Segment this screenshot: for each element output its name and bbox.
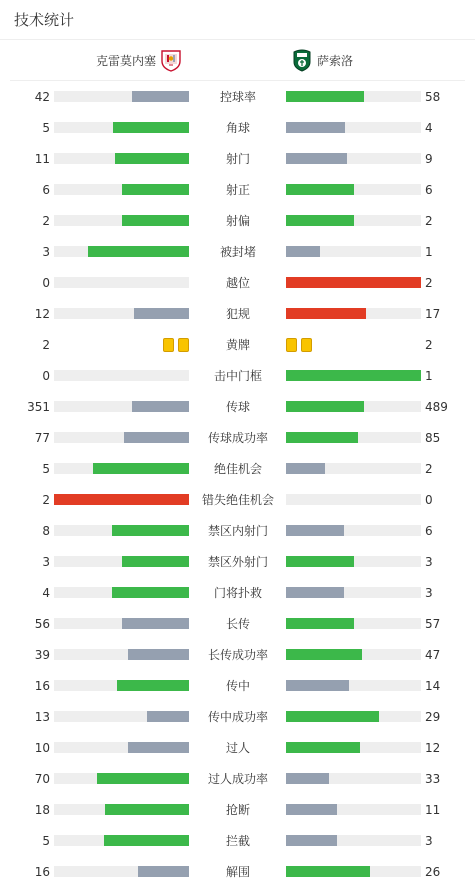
away-stat-bar-fill xyxy=(286,618,354,629)
stat-row xyxy=(0,237,475,268)
away-stat-bar-track xyxy=(286,618,421,629)
yellow-card-icon xyxy=(163,338,174,352)
home-stat-bar-fill xyxy=(97,773,189,784)
stat-label: 传球 xyxy=(225,400,250,414)
away-stat-bar-track xyxy=(286,494,421,505)
stat-row xyxy=(0,671,475,702)
away-stat-value: 3 xyxy=(425,834,433,848)
away-stat-bar-track xyxy=(286,91,421,102)
stat-label: 抢断 xyxy=(225,803,250,817)
home-stat-bar-fill xyxy=(54,494,189,505)
away-stat-value: 4 xyxy=(425,121,433,135)
home-stat-bar-track xyxy=(54,246,189,257)
home-stat-value: 77 xyxy=(34,431,50,445)
home-stat-value: 0 xyxy=(42,369,50,383)
home-stat-bar-fill xyxy=(113,122,189,133)
away-stat-value: 26 xyxy=(425,865,441,879)
home-stat-value: 10 xyxy=(34,741,50,755)
stat-row xyxy=(0,640,475,671)
page-header xyxy=(0,0,475,40)
home-stat-value: 56 xyxy=(34,617,50,631)
yellow-card-icon xyxy=(301,338,312,352)
away-stat-bar-fill xyxy=(286,184,354,195)
home-stat-bar-track xyxy=(54,184,189,195)
home-stat-bar-track xyxy=(54,556,189,567)
stat-label: 射偏 xyxy=(225,214,250,228)
stat-row xyxy=(0,330,475,361)
away-stat-bar-track xyxy=(286,866,421,877)
stat-row xyxy=(0,578,475,609)
stat-row xyxy=(0,764,475,795)
home-stat-bar-track xyxy=(54,370,189,381)
away-stat-value: 11 xyxy=(425,803,441,817)
stat-row xyxy=(0,392,475,423)
home-stat-bar-fill xyxy=(115,153,189,164)
away-stat-value: 489 xyxy=(425,400,448,414)
away-stat-bar-track xyxy=(286,122,421,133)
home-stat-value: 6 xyxy=(42,183,50,197)
away-stat-bar-fill xyxy=(286,587,344,598)
away-stat-bar-track xyxy=(286,556,421,567)
home-stat-bar-track xyxy=(54,122,189,133)
away-stat-value: 9 xyxy=(425,152,433,166)
stats-list xyxy=(0,82,475,888)
home-stat-bar-track xyxy=(54,680,189,691)
home-stat-value: 16 xyxy=(34,865,50,879)
away-team-name: 萨索洛 xyxy=(317,53,354,68)
away-stat-value: 6 xyxy=(425,183,433,197)
away-stat-value: 29 xyxy=(425,710,441,724)
stat-label: 射正 xyxy=(225,183,250,197)
away-stat-value: 47 xyxy=(425,648,441,662)
stat-label: 传中成功率 xyxy=(207,710,268,724)
home-stat-bar-fill xyxy=(105,804,189,815)
home-stat-bar-fill xyxy=(112,525,189,536)
home-stat-bar-track xyxy=(54,525,189,536)
away-stat-bar-track xyxy=(286,773,421,784)
cremonese-crest-icon xyxy=(160,48,182,72)
home-stat-bar-track xyxy=(54,711,189,722)
home-stat-value: 2 xyxy=(42,493,50,507)
home-stat-value: 3 xyxy=(42,245,50,259)
home-stat-bar-track xyxy=(54,773,189,784)
home-stat-bar-fill xyxy=(93,463,189,474)
home-stat-value: 39 xyxy=(34,648,50,662)
stat-row xyxy=(0,82,475,113)
home-stat-value: 5 xyxy=(42,834,50,848)
away-stat-value: 2 xyxy=(425,338,433,352)
home-team[interactable] xyxy=(96,40,182,80)
away-stat-value: 2 xyxy=(425,214,433,228)
away-stat-bar-track xyxy=(286,649,421,660)
away-stat-value: 12 xyxy=(425,741,441,755)
teams-header xyxy=(10,40,465,81)
away-stat-bar-fill xyxy=(286,680,349,691)
home-stat-bar-fill xyxy=(132,401,189,412)
home-stat-value: 2 xyxy=(42,338,50,352)
home-stat-value: 5 xyxy=(42,121,50,135)
home-yellow-cards xyxy=(163,338,189,352)
stat-row xyxy=(0,361,475,392)
away-stat-bar-fill xyxy=(286,835,337,846)
away-stat-bar-fill xyxy=(286,649,362,660)
home-stat-bar-track xyxy=(54,215,189,226)
stat-row xyxy=(0,113,475,144)
stat-row xyxy=(0,826,475,857)
home-stat-bar-track xyxy=(54,463,189,474)
stat-label: 角球 xyxy=(225,121,250,135)
away-stat-bar-fill xyxy=(286,277,421,288)
away-stat-bar-track xyxy=(286,432,421,443)
stat-label: 门将扑救 xyxy=(213,586,262,600)
home-stat-bar-track xyxy=(54,804,189,815)
stat-row xyxy=(0,299,475,330)
stat-row xyxy=(0,454,475,485)
home-stat-bar-fill xyxy=(147,711,189,722)
home-stat-bar-fill xyxy=(138,866,189,877)
away-stat-value: 58 xyxy=(425,90,441,104)
home-stat-bar-fill xyxy=(124,432,189,443)
away-stat-bar-fill xyxy=(286,773,329,784)
away-stat-value: 3 xyxy=(425,586,433,600)
away-stat-bar-track xyxy=(286,742,421,753)
home-stat-bar-fill xyxy=(117,680,189,691)
stat-row xyxy=(0,175,475,206)
away-stat-value: 6 xyxy=(425,524,433,538)
stat-label: 过人成功率 xyxy=(207,772,268,786)
home-stat-bar-track xyxy=(54,91,189,102)
home-stat-value: 5 xyxy=(42,462,50,476)
home-stat-bar-fill xyxy=(122,215,190,226)
away-stat-bar-fill xyxy=(286,401,364,412)
away-stat-bar-fill xyxy=(286,463,325,474)
stat-row xyxy=(0,144,475,175)
away-team[interactable] xyxy=(291,40,353,80)
home-stat-bar-fill xyxy=(122,184,190,195)
home-stat-bar-fill xyxy=(122,618,190,629)
away-stat-bar-track xyxy=(286,835,421,846)
away-stat-value: 14 xyxy=(425,679,441,693)
stat-label: 过人 xyxy=(225,741,250,755)
away-stat-bar-track xyxy=(286,184,421,195)
away-stat-bar-track xyxy=(286,246,421,257)
home-stat-value: 18 xyxy=(34,803,50,817)
away-stat-value: 33 xyxy=(425,772,441,786)
stat-label: 传中 xyxy=(225,679,250,693)
page-title: 技术统计 xyxy=(14,11,75,29)
away-stat-bar-fill xyxy=(286,246,320,257)
home-stat-bar-fill xyxy=(88,246,189,257)
stat-row xyxy=(0,857,475,888)
stat-label: 长传 xyxy=(225,617,250,631)
home-stat-bar-fill xyxy=(112,587,189,598)
stat-row xyxy=(0,547,475,578)
away-stat-value: 85 xyxy=(425,431,441,445)
stat-row xyxy=(0,516,475,547)
stat-label: 击中门框 xyxy=(213,369,262,383)
stat-label: 越位 xyxy=(225,276,250,290)
stat-row xyxy=(0,795,475,826)
stat-row xyxy=(0,268,475,299)
stat-label: 黄牌 xyxy=(225,338,250,352)
away-stat-value: 1 xyxy=(425,369,433,383)
stat-row xyxy=(0,485,475,516)
yellow-card-icon xyxy=(178,338,189,352)
away-stat-bar-fill xyxy=(286,91,364,102)
away-stat-bar-fill xyxy=(286,866,370,877)
home-stat-bar-track xyxy=(54,742,189,753)
home-stat-bar-fill xyxy=(104,835,189,846)
away-stat-bar-fill xyxy=(286,711,379,722)
stat-row xyxy=(0,206,475,237)
stat-row xyxy=(0,609,475,640)
home-stat-value: 351 xyxy=(27,400,50,414)
away-stat-value: 1 xyxy=(425,245,433,259)
stat-row xyxy=(0,733,475,764)
home-stat-bar-fill xyxy=(122,556,190,567)
stat-label: 控球率 xyxy=(219,90,256,104)
home-stat-bar-track xyxy=(54,618,189,629)
away-stat-bar-track xyxy=(286,277,421,288)
home-stat-value: 16 xyxy=(34,679,50,693)
stat-label: 传球成功率 xyxy=(207,431,268,445)
home-stat-bar-track xyxy=(54,153,189,164)
home-stat-bar-track xyxy=(54,432,189,443)
home-stat-value: 13 xyxy=(34,710,50,724)
away-stat-bar-track xyxy=(286,680,421,691)
home-stat-value: 70 xyxy=(34,772,50,786)
stat-label: 拦截 xyxy=(225,834,250,848)
away-stat-bar-fill xyxy=(286,122,345,133)
away-stat-bar-fill xyxy=(286,742,360,753)
away-stat-bar-fill xyxy=(286,370,421,381)
away-stat-value: 2 xyxy=(425,462,433,476)
away-stat-bar-fill xyxy=(286,215,354,226)
away-stat-value: 17 xyxy=(425,307,441,321)
away-stat-bar-track xyxy=(286,370,421,381)
home-stat-bar-fill xyxy=(132,91,189,102)
away-stat-bar-fill xyxy=(286,525,344,536)
home-stat-value: 4 xyxy=(42,586,50,600)
stat-label: 禁区外射门 xyxy=(207,555,268,569)
stat-label: 犯规 xyxy=(225,307,250,321)
home-stat-value: 0 xyxy=(42,276,50,290)
home-stat-value: 2 xyxy=(42,214,50,228)
away-stat-value: 57 xyxy=(425,617,441,631)
away-stat-bar-track xyxy=(286,525,421,536)
home-stat-value: 42 xyxy=(34,90,50,104)
home-stat-bar-track xyxy=(54,401,189,412)
home-stat-value: 12 xyxy=(34,307,50,321)
away-stat-value: 3 xyxy=(425,555,433,569)
away-stat-bar-fill xyxy=(286,153,347,164)
away-stat-value: 2 xyxy=(425,276,433,290)
home-stat-value: 3 xyxy=(42,555,50,569)
away-stat-bar-fill xyxy=(286,432,358,443)
away-stat-bar-track xyxy=(286,711,421,722)
sassuolo-crest-icon xyxy=(291,48,313,72)
home-stat-bar-fill xyxy=(134,308,189,319)
stat-label: 绝佳机会 xyxy=(213,462,262,476)
stat-label: 射门 xyxy=(225,152,250,166)
stat-row xyxy=(0,702,475,733)
home-stat-value: 8 xyxy=(42,524,50,538)
away-stat-bar-track xyxy=(286,308,421,319)
home-stat-value: 11 xyxy=(34,152,50,166)
stat-label: 长传成功率 xyxy=(207,648,268,662)
away-stat-bar-fill xyxy=(286,308,366,319)
stat-label: 错失绝佳机会 xyxy=(201,493,274,507)
away-stat-bar-fill xyxy=(286,556,354,567)
home-stat-bar-track xyxy=(54,277,189,288)
away-stat-bar-track xyxy=(286,401,421,412)
away-stat-bar-track xyxy=(286,804,421,815)
away-stat-bar-track xyxy=(286,153,421,164)
away-stat-bar-track xyxy=(286,215,421,226)
stat-label: 解围 xyxy=(225,865,250,879)
away-stat-value: 0 xyxy=(425,493,433,507)
away-yellow-cards xyxy=(286,338,312,352)
home-stat-bar-track xyxy=(54,835,189,846)
home-stat-bar-track xyxy=(54,494,189,505)
home-stat-bar-track xyxy=(54,866,189,877)
stat-label: 被封堵 xyxy=(219,245,256,259)
home-stat-bar-track xyxy=(54,308,189,319)
yellow-card-icon xyxy=(286,338,297,352)
away-stat-bar-fill xyxy=(286,804,337,815)
home-stat-bar-track xyxy=(54,649,189,660)
home-stat-bar-track xyxy=(54,587,189,598)
away-stat-bar-track xyxy=(286,463,421,474)
home-stat-bar-fill xyxy=(128,742,189,753)
home-team-name: 克雷莫内塞 xyxy=(95,53,156,68)
stat-label: 禁区内射门 xyxy=(207,524,268,538)
stat-row xyxy=(0,423,475,454)
away-stat-bar-track xyxy=(286,587,421,598)
home-stat-bar-fill xyxy=(128,649,189,660)
